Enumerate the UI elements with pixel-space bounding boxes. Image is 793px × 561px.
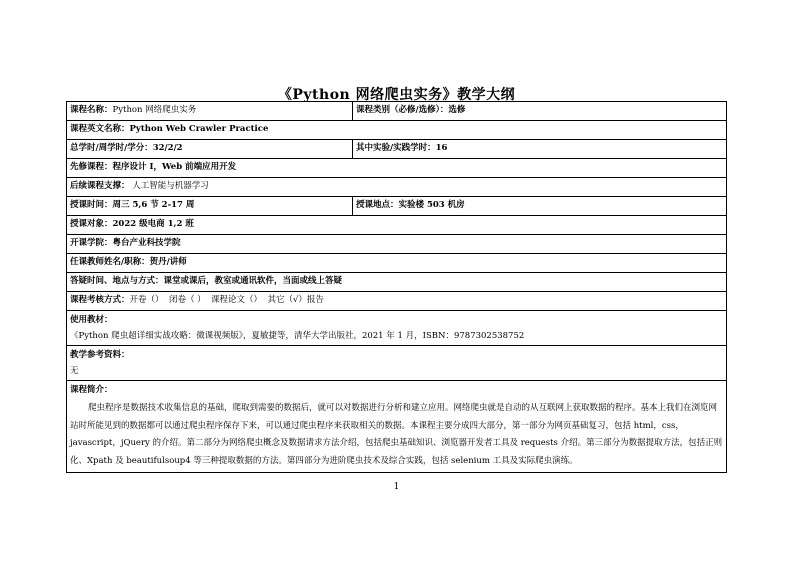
course-name-label: 课程名称： — [70, 105, 113, 115]
assessment-cell — [67, 292, 727, 311]
table-row — [67, 216, 727, 235]
document-title: 《Python 网络爬虫实务》教学大纲 — [277, 87, 516, 103]
assessment-option-closed-book: 闭卷（ ） — [168, 295, 206, 305]
page-number: 1 — [393, 482, 400, 492]
intro-label: 课程简介： — [70, 385, 113, 395]
table-row — [67, 273, 727, 292]
qa-cell — [67, 273, 727, 292]
followup-value: 人工智能与机器学习 — [132, 181, 209, 191]
table-row — [67, 311, 727, 346]
teacher-cell — [67, 254, 727, 273]
prerequisite-cell — [67, 159, 727, 178]
table-row — [67, 178, 727, 197]
table-row — [67, 254, 727, 273]
prerequisite-value: 程序设计 I，Web 前端应用开发 — [112, 162, 237, 172]
college-label: 开课学院： — [70, 238, 113, 248]
textbook-cell — [67, 311, 727, 346]
qa-label: 答疑时间、地点与方式： — [70, 276, 164, 286]
prerequisite-label: 先修课程： — [70, 162, 113, 172]
english-name-label: 课程英文名称： — [70, 124, 130, 134]
course-category-label: 课程类别（必修/选修）： — [356, 105, 449, 115]
hours-cell — [67, 140, 353, 159]
location-label: 授课地点： — [356, 200, 399, 210]
lab-hours-cell — [353, 140, 727, 159]
teacher-label: 任课教师姓名/职称： — [70, 257, 150, 267]
course-name-cell — [67, 102, 353, 121]
followup-label: 后续课程支撑： — [70, 181, 130, 191]
table-row — [67, 197, 727, 216]
followup-cell — [67, 178, 727, 197]
college-value: 粤台产业科技学院 — [112, 238, 181, 248]
course-category-cell — [353, 102, 727, 121]
hours-label: 总学时/周学时/学分： — [70, 143, 153, 153]
location-cell — [353, 197, 727, 216]
schedule-cell — [67, 197, 353, 216]
assessment-option-other: 其它（√）报告 — [267, 295, 324, 305]
references-value: 无 — [70, 366, 79, 376]
schedule-label: 授课时间： — [70, 200, 113, 210]
course-name-value: Python 网络爬虫实务 — [112, 105, 197, 115]
table-row — [67, 121, 727, 140]
table-row — [67, 346, 727, 381]
english-name-cell — [67, 121, 727, 140]
lab-hours-value: 16 — [435, 143, 448, 153]
qa-value: 课堂或课后，教室或通讯软件，当面或线上答疑 — [163, 276, 343, 286]
hours-value: 32/2/2 — [152, 143, 183, 153]
assessment-option-open-book: 开卷（） — [129, 295, 164, 305]
textbook-label: 使用教材： — [70, 315, 113, 325]
intro-text: 爬虫程序是数据技术收集信息的基础，爬取到需要的数据后，就可以对数据进行分析和建立应用。网络爬虫就是自动的从互联网上获取数据的程序。基本上我们在浏览网站时所能见到的数据都可以通过爬虫程序保存下来，可以通过爬虫程序来获取相关的数据。本课程主要分成四大部分，第一部分为网页基础复习，包括 html，css，javascript，jQuery 的介绍。第二部分为网络爬虫概念及数据请求方法介绍，包括爬虫基础知识、浏览器开发者工具及 requests 介绍。第三部分为数据提取方法，包括正则化、Xpath 及 beautifulsoup4 等三种提取数据的方法。第四部分为进阶爬虫技术及综合实践，包括 selenium 工具及实际爬虫演练。 — [70, 402, 723, 467]
location-value: 实验楼 503 机房 — [398, 200, 465, 210]
references-label: 教学参考资料： — [70, 350, 130, 360]
english-name-value: Python Web Crawler Practice — [129, 124, 269, 134]
audience-value: 2022 级电商 1,2 班 — [112, 219, 194, 229]
lab-hours-label: 其中实验/实践学时： — [356, 143, 436, 153]
teacher-value: 贺丹/讲师 — [149, 257, 187, 267]
intro-cell — [67, 381, 727, 473]
table-row — [67, 235, 727, 254]
course-category-value: 选修 — [448, 105, 466, 115]
references-cell — [67, 346, 727, 381]
table-row — [67, 292, 727, 311]
audience-cell — [67, 216, 727, 235]
table-row — [67, 102, 727, 121]
college-cell — [67, 235, 727, 254]
table-row — [67, 159, 727, 178]
textbook-value: 《Python 爬虫超详细实战攻略：微课视频版》，夏敏捷等，清华大学出版社，2021 年 1 月，ISBN：9787302538752 — [70, 331, 525, 341]
table-row — [67, 381, 727, 473]
schedule-value: 周三 5,6 节 2-17 周 — [112, 200, 195, 210]
table-row — [67, 140, 727, 159]
assessment-option-paper: 课程论文（） — [211, 295, 263, 305]
assessment-label: 课程考核方式： — [70, 295, 130, 305]
audience-label: 授课对象： — [70, 219, 113, 229]
syllabus-table — [66, 101, 727, 473]
